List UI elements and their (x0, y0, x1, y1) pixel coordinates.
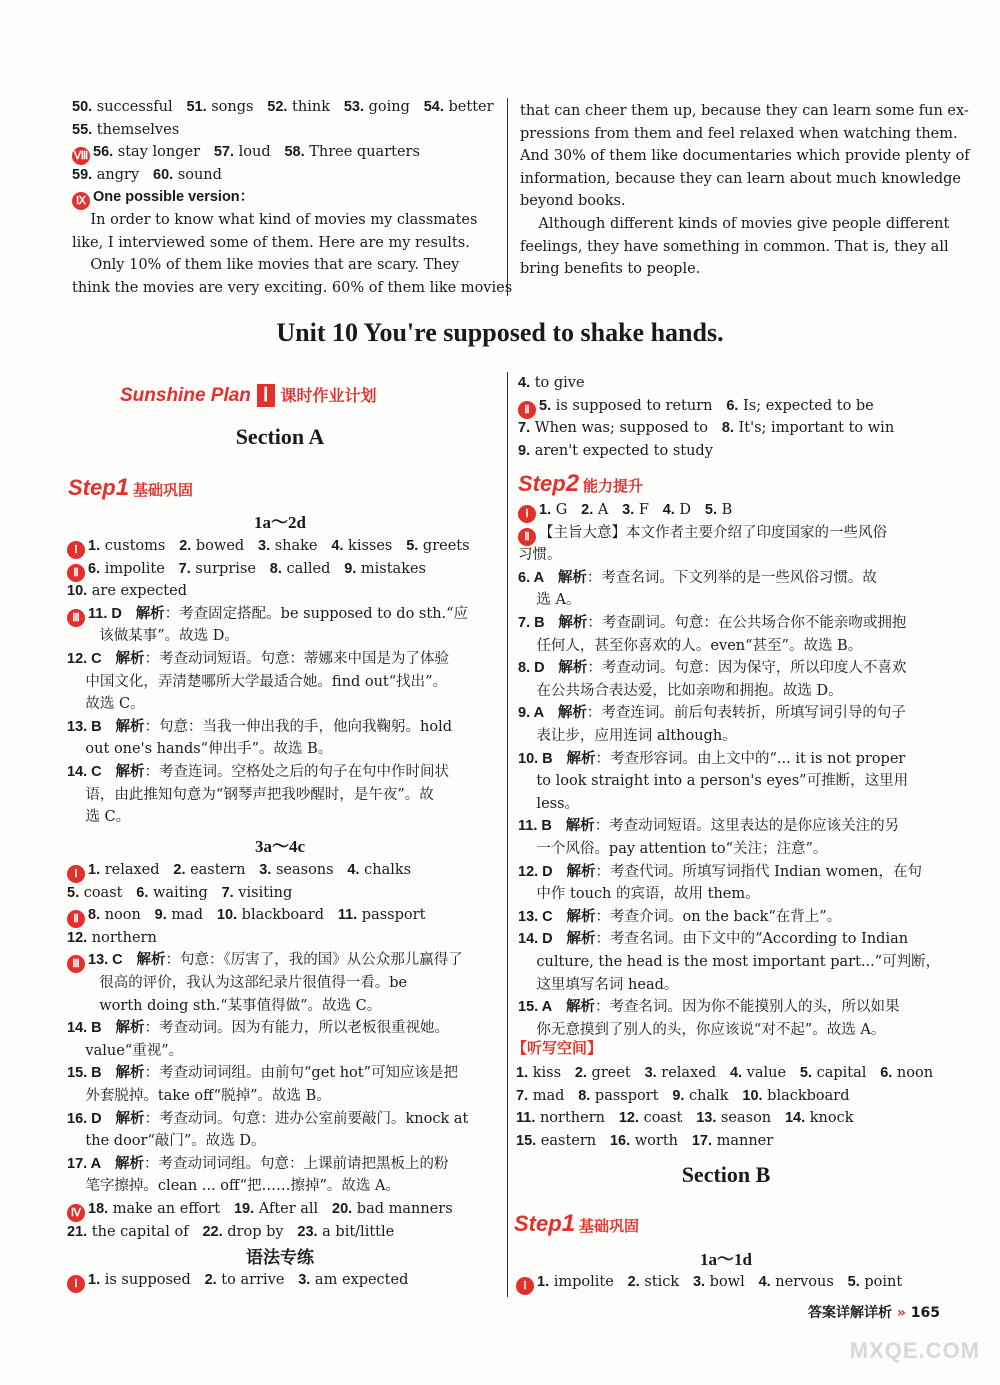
main-column-divider (507, 372, 508, 1297)
subsection-3a-4c: 3a～4c (254, 837, 306, 856)
answer-line: 习惯。 (518, 547, 562, 564)
top-column-divider (507, 98, 508, 296)
step-chinese: 基础巩固 (133, 482, 194, 499)
answer-line: 12. northern (67, 929, 157, 946)
step-number: 1 (561, 1210, 576, 1237)
answer-line: 一个风俗。pay attention to“关注；注意”。 (518, 841, 828, 857)
answer-line: out one's hands“伸出手”。故选 B。 (67, 741, 333, 758)
step-word: Step (518, 471, 566, 496)
step-2-heading (518, 470, 643, 498)
answer-line: like, I interviewed some of them. Here are my results. (72, 234, 470, 251)
answer-line: 14. C 解析：考查连词。空格处之后的句子在句中作时间状 (67, 764, 449, 780)
answer-line: think the movies are very exciting. 60% of them like movies (72, 279, 513, 296)
step-number: 1 (115, 474, 130, 501)
answer-line: Ⅰ 1. is supposed 2. to arrive 3. am expected (67, 1269, 408, 1293)
answer-line: 15. eastern 16. worth 17. manner (516, 1132, 774, 1149)
answer-line: 21. the capital of 22. drop by 23. a bit/little (67, 1223, 395, 1240)
answer-line: 10. are expected (67, 583, 187, 600)
answer-line: 13. C 解析：考查介词。on the back“在背上”。 (518, 908, 842, 925)
answer-line: pressions from them and feel relaxed when watching them. (520, 125, 958, 142)
answer-line: Ⅰ 1. relaxed 2. eastern 3. seasons 4. chalks (67, 859, 411, 883)
answer-line: 5. coast 6. waiting 7. visiting (67, 884, 293, 901)
answer-line: Ⅱ 【主旨大意】本文作者主要介绍了印度国家的一些风俗 (518, 522, 887, 546)
answer-line: 14. B 解析：考查动词。因为有能力，所以老板很重视她。 (67, 1020, 449, 1037)
answer-line: beyond books. (520, 193, 626, 210)
answer-line: Ⅰ 1. G 2. A 3. F 4. D 5. B (518, 499, 732, 523)
section-a-title: Section A (235, 424, 325, 449)
answer-line: 1. kiss 2. greet 3. relaxed 4. value 5. capital 6. noon (516, 1065, 934, 1081)
answer-line: 17. A 解析：考查动词词组。句意：上课前请把黑板上的粉 (67, 1155, 449, 1172)
answer-line: information, because they can learn about much knowledge (520, 170, 961, 187)
plan-chinese-label: 课时作业计划 (280, 388, 377, 405)
answer-line: Ⅰ 1. impolite 2. stick 3. bowl 4. nervous 5. point (516, 1271, 902, 1295)
answer-line: 10. B 解析：考查形容词。由上文中的“... it is not proper (518, 750, 906, 767)
step-chinese: 基础巩固 (579, 1218, 640, 1235)
sunshine-plan-banner (120, 383, 377, 407)
step-word: Step (514, 1211, 562, 1236)
answer-line: 很高的评价，我认为这部纪录片很值得一看。be (67, 975, 408, 991)
answer-line: 你无意摸到了别人的头，你应该说“对不起”。故选 A。 (518, 1021, 886, 1038)
double-arrow-icon: » (896, 1305, 906, 1321)
answer-line: Ⅳ 18. make an effort 19. After all 20. bad manners (67, 1198, 453, 1222)
answer-line: 16. D 解析：考查动词。句意：进办公室前要敲门。knock at (67, 1110, 469, 1127)
answer-line: 任何人，甚至你喜欢的人。even“甚至”。故选 B。 (518, 637, 863, 654)
step-1b-heading (514, 1210, 639, 1238)
answer-line: 59. angry 60. sound (72, 166, 222, 183)
answer-line: 在公共场合表达爱，比如亲吻和拥抱。故选 D。 (518, 682, 843, 699)
answer-line: 故选 C。 (67, 696, 145, 713)
answer-line: And 30% of them like documentaries which provide plenty of (520, 148, 970, 165)
answer-line: 中作 touch 的宾语，故用 them。 (518, 886, 760, 903)
step-number: 2 (565, 470, 580, 497)
answer-line: the door“敲门”。故选 D。 (67, 1133, 266, 1150)
answer-line: 6. A 解析：考查名词。下文列举的是一些风俗习惯。故 (518, 569, 877, 586)
page-number: 165 (910, 1305, 940, 1321)
answer-line: 7. B 解析：考查副词。句意：在公共场合你不能亲吻或拥抱 (518, 615, 907, 631)
answer-line: 8. D 解析：考查动词。句意：因为保守，所以印度人不喜欢 (518, 660, 907, 677)
answer-line: Ⅲ 11. D 解析：考查固定搭配。be supposed to do sth.“应 (67, 603, 468, 627)
answer-line: Ⅱ 5. is supposed to return 6. Is; expected to be (518, 395, 874, 419)
answer-line: that can cheer them up, because they can learn some fun ex- (520, 103, 969, 119)
answer-line: worth doing sth.“某事值得做”。故选 C。 (67, 997, 382, 1014)
answer-line: 7. mad 8. passport 9. chalk 10. blackboard (516, 1087, 850, 1104)
answer-line: 外套脱掉。take off“脱掉”。故选 B。 (67, 1088, 331, 1104)
answer-line: 15. A 解析：考查名词。因为你不能摸别人的头，所以如果 (518, 999, 900, 1016)
answer-line: 选 C。 (67, 809, 131, 826)
answer-line: culture, the head is the most important part...”可判断， (518, 954, 941, 970)
answer-line: 这里填写名词 head。 (518, 976, 679, 993)
answer-line: Ⅰ 1. customs 2. bowed 3. shake 4. kisses 5. greets (67, 535, 470, 559)
answer-line: 笔字擦掉。clean ... off“把……擦掉”。故选 A。 (67, 1178, 401, 1195)
answer-line: Ⅲ 13. C 解析：句意：《厉害了，我的国》从公众那儿赢得了 (67, 949, 463, 973)
answer-line: feelings, they have something in common. That is, they all (520, 238, 949, 255)
answer-line: 55. themselves (72, 121, 180, 138)
subsection-1a-2d: 1a～2d (254, 513, 306, 532)
answer-line: value“重视”。 (67, 1042, 184, 1059)
answer-line: Ⅸ One possible version： (72, 186, 254, 210)
plan-label: Sunshine Plan (120, 385, 251, 406)
grammar-practice-title: 语法专练 (246, 1248, 314, 1267)
listening-space-title: 【听写空间】 (512, 1039, 603, 1057)
answer-line: 14. D 解析：考查名词。由下文中的“According to Indian (518, 931, 909, 948)
answer-line: 12. D 解析：考查代词。所填写词指代 Indian women，在句 (518, 863, 922, 880)
answer-line: 9. aren't expected to study (518, 442, 713, 459)
footer-label: 答案详解详析 (807, 1305, 892, 1321)
answer-line: less。 (518, 795, 580, 812)
answer-line: Although different kinds of movies give people different (520, 216, 950, 232)
step-word: Step (68, 475, 116, 500)
subsection-b-1a-1d: 1a～1d (700, 1250, 752, 1269)
step-1-heading (68, 474, 193, 502)
answer-line: 11. B 解析：考查动词短语。这里表达的是你应该关注的另 (518, 818, 900, 835)
answer-line: 9. A 解析：考查连词。前后句表转折，所填写词引导的句子 (518, 705, 906, 722)
answer-line: 该做某事”。故选 D。 (67, 628, 239, 645)
answer-line: 选 A。 (518, 592, 581, 609)
answer-line: bring benefits to people. (520, 261, 701, 278)
answer-line: to look straight into a person's eyes”可推断，这里用 (518, 773, 909, 790)
watermark: MXQE.COM (849, 1338, 980, 1363)
answer-line: Ⅱ 8. noon 9. mad 10. blackboard 11. passport (67, 904, 425, 928)
answer-line: 11. northern 12. coast 13. season 14. knock (516, 1110, 854, 1127)
answer-line: 50. successful 51. songs 52. think 53. going 54. better (72, 99, 494, 115)
answer-line: 语，由此推知句意为“钢琴声把我吵醒时，是午夜”。故 (67, 786, 434, 803)
answer-line: 12. C 解析：考查动词短语。句意：蒂娜来中国是为了体验 (67, 651, 449, 667)
answer-line: Ⅷ 56. stay longer 57. loud 58. Three quarters (72, 141, 420, 165)
section-b-title: Section B (681, 1162, 771, 1187)
answer-line: In order to know what kind of movies my classmates (72, 212, 478, 228)
answer-line: 15. B 解析：考查动词词组。由前句“get hot”可知应该是把 (67, 1065, 459, 1082)
answer-line: Ⅱ 6. impolite 7. surprise 8. called 9. mistakes (67, 558, 426, 582)
answer-line: 4. to give (518, 375, 585, 391)
answer-line: 表让步，应用连词 although。 (518, 728, 737, 744)
answer-line: 中国文化，弄清楚哪所大学最适合她。find out“找出”。 (67, 673, 448, 690)
page-footer (808, 1302, 940, 1322)
plan-number-box: Ⅰ (257, 384, 275, 407)
answer-line: 7. When was; supposed to 8. It's; important to win (518, 420, 895, 437)
answer-line: Only 10% of them like movies that are scary. They (72, 257, 460, 274)
unit-title: Unit 10 You're supposed to shake hands. (276, 318, 724, 347)
step-chinese: 能力提升 (583, 478, 644, 495)
answer-line: 13. B 解析：句意：当我一伸出我的手，他向我鞠躬。hold (67, 718, 452, 735)
